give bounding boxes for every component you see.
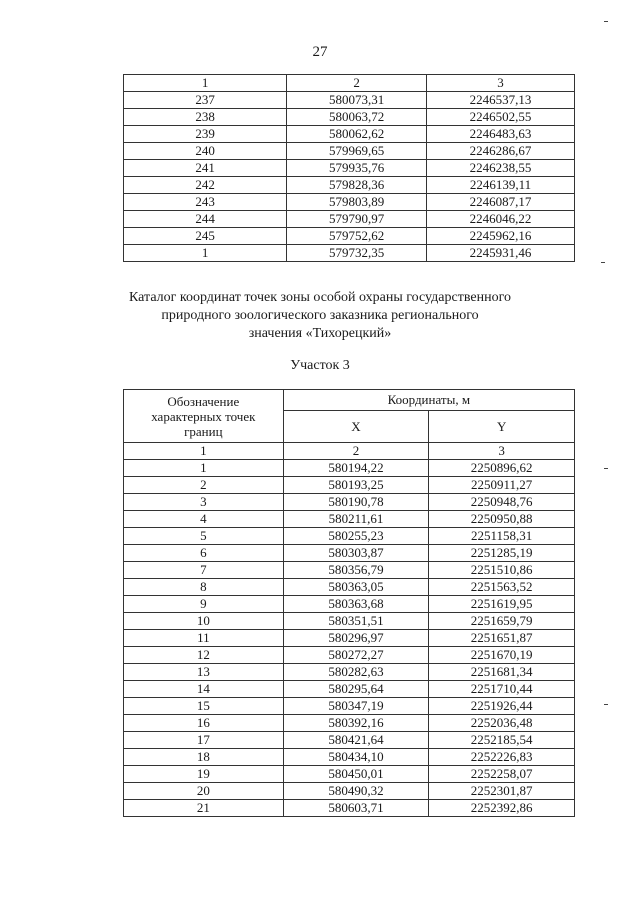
x-coordinate-cell: 579732,35	[287, 245, 427, 262]
table-row	[124, 732, 575, 749]
y-coordinate-cell: 2251681,34	[429, 664, 575, 681]
x-coordinate-cell: 580272,27	[283, 647, 429, 664]
x-coordinate-cell: 580603,71	[283, 800, 429, 817]
point-number-cell: 14	[124, 681, 284, 698]
y-coordinate-cell: 2252185,54	[429, 732, 575, 749]
point-number-cell: 12	[124, 647, 284, 664]
column-number-3: 3	[427, 75, 575, 92]
x-coordinate-cell: 580450,01	[283, 766, 429, 783]
points-designation-header	[124, 390, 284, 443]
table-row	[124, 109, 575, 126]
y-coordinate-cell: 2251651,87	[429, 630, 575, 647]
header-line: Обозначение	[167, 393, 240, 409]
catalog-title-line: природного зоологического заказника регионального	[161, 308, 479, 323]
x-coordinate-cell: 579969,65	[287, 143, 427, 160]
table-row	[124, 92, 575, 109]
column-number-2: 2	[287, 75, 427, 92]
y-header: Y	[429, 411, 575, 443]
y-coordinate-cell: 2250911,27	[429, 477, 575, 494]
x-coordinate-cell: 579752,62	[287, 228, 427, 245]
point-number-cell: 6	[124, 545, 284, 562]
y-coordinate-cell: 2245931,46	[427, 245, 575, 262]
table-row	[124, 460, 575, 477]
y-coordinate-cell: 2245962,16	[427, 228, 575, 245]
table-row	[124, 477, 575, 494]
point-number-cell: 240	[124, 143, 287, 160]
x-coordinate-cell: 580282,63	[283, 664, 429, 681]
point-number-cell: 15	[124, 698, 284, 715]
x-coordinate-cell: 580421,64	[283, 732, 429, 749]
table-row	[124, 562, 575, 579]
table-row	[124, 228, 575, 245]
y-coordinate-cell: 2250950,88	[429, 511, 575, 528]
y-coordinate-cell: 2246502,55	[427, 109, 575, 126]
x-coordinate-cell: 580434,10	[283, 749, 429, 766]
column-number-1: 1	[124, 75, 287, 92]
x-coordinate-cell: 580363,05	[283, 579, 429, 596]
y-coordinate-cell: 2252258,07	[429, 766, 575, 783]
header-line: характерных точек	[151, 408, 256, 424]
y-coordinate-cell: 2246238,55	[427, 160, 575, 177]
section-title: Участок 3	[290, 358, 350, 373]
table-row	[124, 766, 575, 783]
y-coordinate-cell: 2251710,44	[429, 681, 575, 698]
table-row	[124, 143, 575, 160]
point-number-cell: 245	[124, 228, 287, 245]
table-row	[124, 681, 575, 698]
header-line: границ	[184, 423, 223, 439]
y-coordinate-cell: 2246046,22	[427, 211, 575, 228]
point-number-cell: 238	[124, 109, 287, 126]
x-coordinate-cell: 580351,51	[283, 613, 429, 630]
margin-mark	[604, 704, 608, 705]
x-coordinate-cell: 580303,87	[283, 545, 429, 562]
table-row	[124, 579, 575, 596]
x-coordinate-cell: 580363,68	[283, 596, 429, 613]
x-coordinate-cell: 579803,89	[287, 194, 427, 211]
point-number-cell: 11	[124, 630, 284, 647]
y-coordinate-cell: 2252226,83	[429, 749, 575, 766]
y-coordinate-cell: 2250896,62	[429, 460, 575, 477]
margin-mark	[604, 468, 608, 469]
y-coordinate-cell: 2251659,79	[429, 613, 575, 630]
x-coordinate-cell: 580347,19	[283, 698, 429, 715]
point-number-cell: 17	[124, 732, 284, 749]
table-row	[124, 783, 575, 800]
margin-mark	[601, 262, 605, 263]
column-number-2: 2	[283, 443, 429, 460]
table-row	[124, 596, 575, 613]
y-coordinate-cell: 2251670,19	[429, 647, 575, 664]
point-number-cell: 5	[124, 528, 284, 545]
x-coordinate-cell: 580490,32	[283, 783, 429, 800]
x-coordinate-cell: 580193,25	[283, 477, 429, 494]
y-coordinate-cell: 2246087,17	[427, 194, 575, 211]
y-coordinate-cell: 2246139,11	[427, 177, 575, 194]
point-number-cell: 242	[124, 177, 287, 194]
point-number-cell: 241	[124, 160, 287, 177]
point-number-cell: 244	[124, 211, 287, 228]
y-coordinate-cell: 2250948,76	[429, 494, 575, 511]
table-row	[124, 177, 575, 194]
point-number-cell: 1	[124, 245, 287, 262]
table-body	[124, 92, 575, 262]
point-number-cell: 18	[124, 749, 284, 766]
point-number-cell: 243	[124, 194, 287, 211]
x-coordinate-cell: 580255,23	[283, 528, 429, 545]
margin-mark	[604, 21, 608, 22]
x-coordinate-cell: 580190,78	[283, 494, 429, 511]
point-number-cell: 2	[124, 477, 284, 494]
x-header: X	[283, 411, 429, 443]
y-coordinate-cell: 2252392,86	[429, 800, 575, 817]
point-number-cell: 20	[124, 783, 284, 800]
x-coordinate-cell: 580356,79	[283, 562, 429, 579]
x-coordinate-cell: 580194,22	[283, 460, 429, 477]
table-row	[124, 511, 575, 528]
x-coordinate-cell: 580063,72	[287, 109, 427, 126]
table-row	[124, 494, 575, 511]
x-coordinate-cell: 580392,16	[283, 715, 429, 732]
table-row	[124, 800, 575, 817]
point-number-cell: 237	[124, 92, 287, 109]
point-number-cell: 3	[124, 494, 284, 511]
x-coordinate-cell: 580211,61	[283, 511, 429, 528]
table-row	[124, 664, 575, 681]
table-row	[124, 545, 575, 562]
y-coordinate-cell: 2246483,63	[427, 126, 575, 143]
point-number-cell: 239	[124, 126, 287, 143]
page-number: 27	[312, 44, 328, 60]
point-number-cell: 1	[124, 460, 284, 477]
coordinates-table-continued	[123, 74, 575, 262]
table-row	[124, 194, 575, 211]
x-coordinate-cell: 580062,62	[287, 126, 427, 143]
y-coordinate-cell: 2251619,95	[429, 596, 575, 613]
y-coordinate-cell: 2246286,67	[427, 143, 575, 160]
point-number-cell: 16	[124, 715, 284, 732]
y-coordinate-cell: 2251926,44	[429, 698, 575, 715]
table-row	[124, 698, 575, 715]
x-coordinate-cell: 579790,97	[287, 211, 427, 228]
point-number-cell: 9	[124, 596, 284, 613]
coordinates-header: Координаты, м	[283, 390, 574, 411]
catalog-title-line: Каталог координат точек зоны особой охраны государственного	[129, 290, 511, 305]
table-row	[124, 160, 575, 177]
coordinates-table-section-3	[123, 389, 575, 817]
y-coordinate-cell: 2251158,31	[429, 528, 575, 545]
point-number-cell: 13	[124, 664, 284, 681]
table-row	[124, 630, 575, 647]
table-header-row	[124, 75, 575, 92]
x-coordinate-cell: 579828,36	[287, 177, 427, 194]
point-number-cell: 8	[124, 579, 284, 596]
table-numbering-row	[124, 443, 575, 460]
y-coordinate-cell: 2251563,52	[429, 579, 575, 596]
x-coordinate-cell: 580073,31	[287, 92, 427, 109]
point-number-cell: 10	[124, 613, 284, 630]
point-number-cell: 4	[124, 511, 284, 528]
point-number-cell: 21	[124, 800, 284, 817]
y-coordinate-cell: 2252036,48	[429, 715, 575, 732]
point-number-cell: 19	[124, 766, 284, 783]
table-row	[124, 715, 575, 732]
point-number-cell: 7	[124, 562, 284, 579]
table-row	[124, 245, 575, 262]
y-coordinate-cell: 2252301,87	[429, 783, 575, 800]
column-number-3: 3	[429, 443, 575, 460]
table-row	[124, 613, 575, 630]
x-coordinate-cell: 580295,64	[283, 681, 429, 698]
y-coordinate-cell: 2251510,86	[429, 562, 575, 579]
table-row	[124, 647, 575, 664]
y-coordinate-cell: 2251285,19	[429, 545, 575, 562]
y-coordinate-cell: 2246537,13	[427, 92, 575, 109]
column-number-1: 1	[124, 443, 284, 460]
table-row	[124, 211, 575, 228]
table-row	[124, 749, 575, 766]
table-body	[124, 460, 575, 817]
x-coordinate-cell: 579935,76	[287, 160, 427, 177]
catalog-title	[0, 289, 640, 343]
catalog-title-line: значения «Тихорецкий»	[248, 326, 392, 341]
x-coordinate-cell: 580296,97	[283, 630, 429, 647]
table-row	[124, 528, 575, 545]
table-row	[124, 126, 575, 143]
table-header-row	[124, 390, 575, 411]
